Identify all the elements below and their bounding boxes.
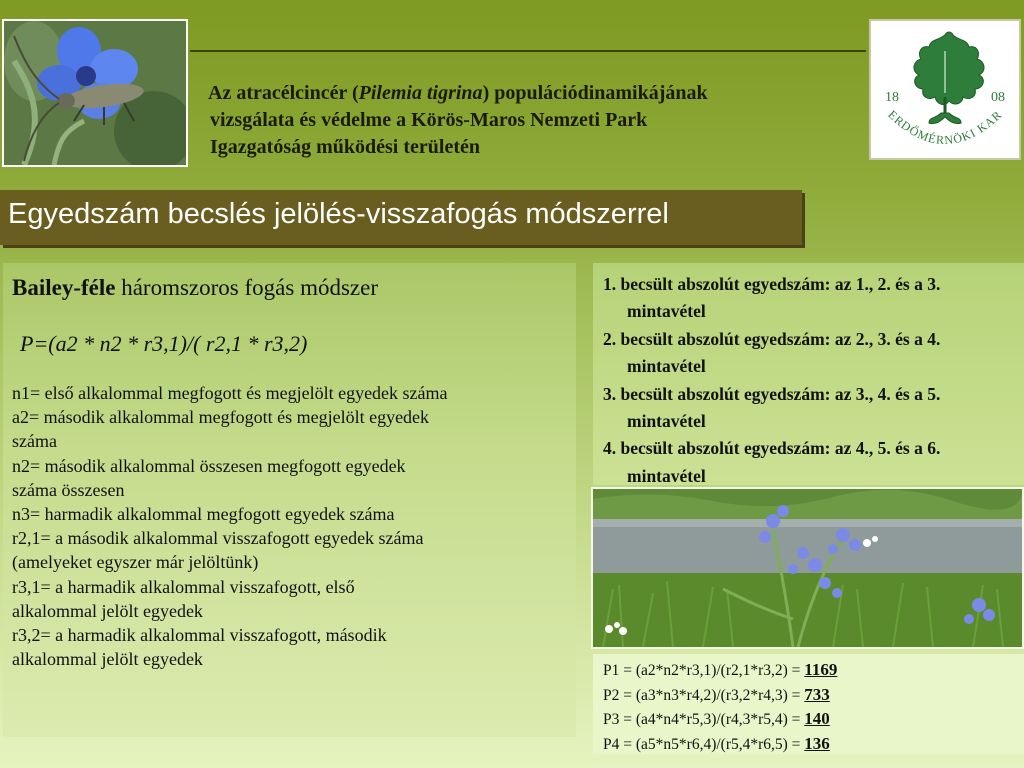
definition-line: r3,1= a harmadik alkalommal visszafogott, első (12, 576, 355, 597)
title-line3: Igazgatóság működési területén (210, 136, 480, 158)
result-value: 140 (804, 709, 830, 729)
result-formula: P2 = (a3*n3*r4,2)/(r3,2*r4,3) = (603, 686, 805, 704)
estimate-item: 1. becsült abszolút egyedszám: az 1., 2. és a 3. mintavétel (603, 274, 941, 322)
method-bold: Bailey-féle (12, 275, 116, 300)
definition-line: a2= második alkalommal megfogott és megjelölt egyedek (12, 407, 430, 428)
result-row (603, 683, 1024, 708)
title-part2: ) populációdinamikájának (482, 82, 708, 104)
definition-line: n1= első alkalommal megfogott és megjelölt egyedek száma (12, 383, 448, 403)
estimate-panel (593, 263, 1024, 485)
title-part1: Az atracélcincér ( (208, 82, 359, 104)
roadside-photo (591, 487, 1024, 649)
result-value: 136 (804, 733, 830, 753)
logo-text: ERDŐMÉRNÖKI KAR (885, 107, 1005, 148)
result-value: 733 (804, 684, 830, 704)
definition-line: n3= harmadik alkalommal megfogott egyedek száma (12, 504, 395, 525)
definition-line: alkalommal jelölt egyedek (12, 649, 203, 670)
logo-right-number: 08 (991, 90, 1005, 105)
section-heading-bar (0, 190, 802, 245)
method-panel (3, 263, 576, 737)
result-formula: P4 = (a5*n5*r6,4)/(r5,4*r6,5) = (603, 735, 805, 753)
faculty-logo (869, 19, 1021, 160)
definition-line: száma összesen (12, 479, 125, 500)
results-panel (593, 654, 1024, 754)
result-formula: P3 = (a4*n4*r5,3)/(r4,3*r5,4) = (603, 711, 805, 729)
result-formula: P1 = (a2*n2*r3,1)/(r2,1*r3,2) = (603, 662, 805, 679)
title-species: Pilemia tigrina (358, 82, 483, 104)
result-row (603, 732, 1024, 757)
definition-line: száma (12, 431, 57, 452)
insect-on-flower-icon (4, 21, 186, 165)
method-title (12, 273, 568, 303)
page-title (208, 80, 858, 161)
insect-photo (2, 19, 188, 167)
title-line2: vizsgálata és védelme a Körös-Maros Nemzeti Park (210, 109, 648, 131)
estimate-item: 3. becsült abszolút egyedszám: az 3., 4. és a 5. mintavétel (603, 383, 941, 432)
title-rule (190, 50, 866, 52)
oak-leaf-icon (871, 21, 1019, 158)
logo-left-number: 18 (885, 90, 899, 105)
estimate-item: 2. becsült abszolút egyedszám: az 2., 3. és a 4. mintavétel (603, 328, 941, 377)
result-row (603, 707, 1024, 732)
roadside-flowers-icon (593, 489, 1022, 647)
estimate-item: 4. becsült abszolút egyedszám: az 4., 5. és a 6. mintavétel (603, 438, 941, 486)
definition-line: (amelyeket egyszer már jelöltünk) (12, 552, 259, 573)
estimate-list (603, 271, 1018, 490)
definition-line: n2= második alkalommal összesen megfogott egyedek (12, 455, 406, 476)
method-formula: P=(a2 * n2 * r3,1)/( r2,1 * r3,2) (20, 331, 308, 356)
result-value: 1169 (804, 660, 838, 679)
result-row (603, 658, 1024, 683)
definition-list (12, 381, 568, 671)
definition-line: r3,2= a harmadik alkalommal visszafogott, második (12, 625, 387, 646)
definition-line: r2,1= a második alkalommal visszafogott egyedek száma (12, 528, 424, 549)
section-heading: Egyedszám becslés jelölés-visszafogás módszerrel (8, 198, 669, 230)
definition-line: alkalommal jelölt egyedek (12, 600, 203, 621)
method-rest: háromszoros fogás módszer (115, 275, 378, 300)
